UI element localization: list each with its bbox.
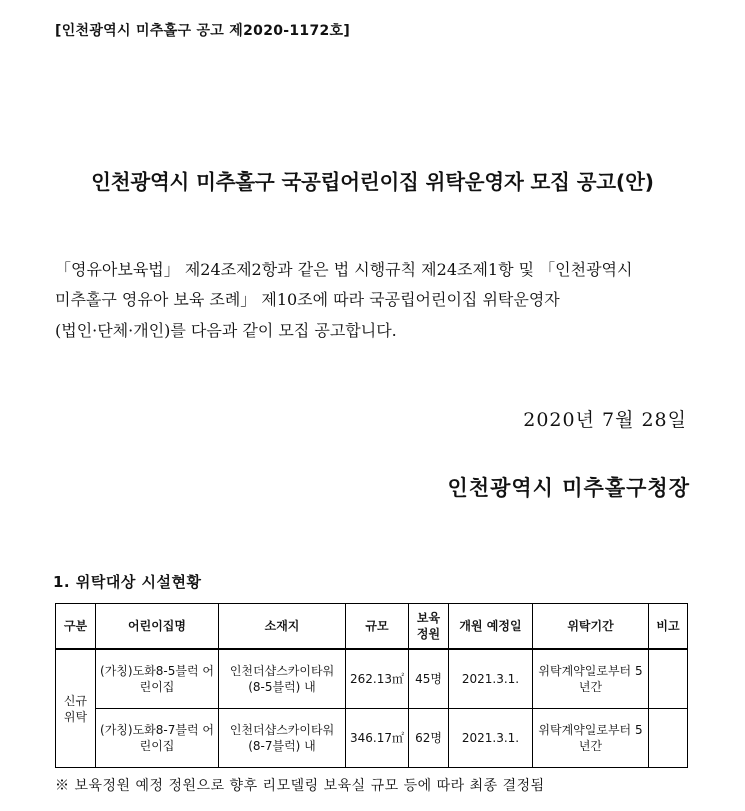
facility-size: 262.13㎡ bbox=[346, 649, 409, 709]
table-row bbox=[56, 709, 688, 768]
header-size: 규모 bbox=[346, 604, 409, 650]
facility-table bbox=[55, 603, 688, 768]
table-header-row bbox=[56, 604, 688, 650]
facility-name: (가칭)도화8-7블럭 어린이집 bbox=[96, 709, 219, 768]
header-capacity: 보육 정원 bbox=[409, 604, 449, 650]
signer: 인천광역시 미추홀구청장 bbox=[447, 476, 690, 500]
header-period: 위탁기간 bbox=[533, 604, 649, 650]
table-row bbox=[56, 649, 688, 709]
header-opening: 개원 예정일 bbox=[449, 604, 533, 650]
facility-size: 346.17㎡ bbox=[346, 709, 409, 768]
section-title: 1. 위탁대상 시설현황 bbox=[53, 573, 202, 591]
notice-date: 2020년 7월 28일 bbox=[523, 409, 687, 431]
facility-location: 인천더샵스카이타워 (8-7블럭) 내 bbox=[219, 709, 346, 768]
body-line-3: (법인·단체·개인)를 다음과 같이 모집 공고합니다. bbox=[55, 321, 397, 340]
header-name: 어린이집명 bbox=[96, 604, 219, 650]
facility-note bbox=[649, 709, 688, 768]
group-label: 신규 위탁 bbox=[56, 649, 96, 768]
page-title: 인천광역시 미추홀구 국공립어린이집 위탁운영자 모집 공고(안) bbox=[91, 170, 654, 194]
body-line-2: 미추홀구 영유아 보육 조례」 제10조에 따라 국공립어린이집 위탁운영자 bbox=[55, 290, 560, 309]
body-line-1: 「영유아보육법」 제24조제2항과 같은 법 시행규칙 제24조제1항 및 「인천광역시 bbox=[55, 260, 633, 279]
facility-note bbox=[649, 649, 688, 709]
header-location: 소재지 bbox=[219, 604, 346, 650]
facility-opening: 2021.3.1. bbox=[449, 649, 533, 709]
facility-name: (가칭)도화8-5블럭 어린이집 bbox=[96, 649, 219, 709]
facility-opening: 2021.3.1. bbox=[449, 709, 533, 768]
facility-capacity: 45명 bbox=[409, 649, 449, 709]
notice-number: [인천광역시 미추홀구 공고 제2020-1172호] bbox=[55, 23, 351, 39]
facility-capacity: 62명 bbox=[409, 709, 449, 768]
footnote: ※ 보육정원 예정 정원으로 향후 리모델링 보육실 규모 등에 따라 최종 결정됨 bbox=[55, 778, 545, 794]
header-note: 비고 bbox=[649, 604, 688, 650]
facility-location: 인천더샵스카이타워 (8-5블럭) 내 bbox=[219, 649, 346, 709]
facility-period: 위탁계약일로부터 5년간 bbox=[533, 709, 649, 768]
facility-period: 위탁계약일로부터 5년간 bbox=[533, 649, 649, 709]
header-category: 구분 bbox=[56, 604, 96, 650]
